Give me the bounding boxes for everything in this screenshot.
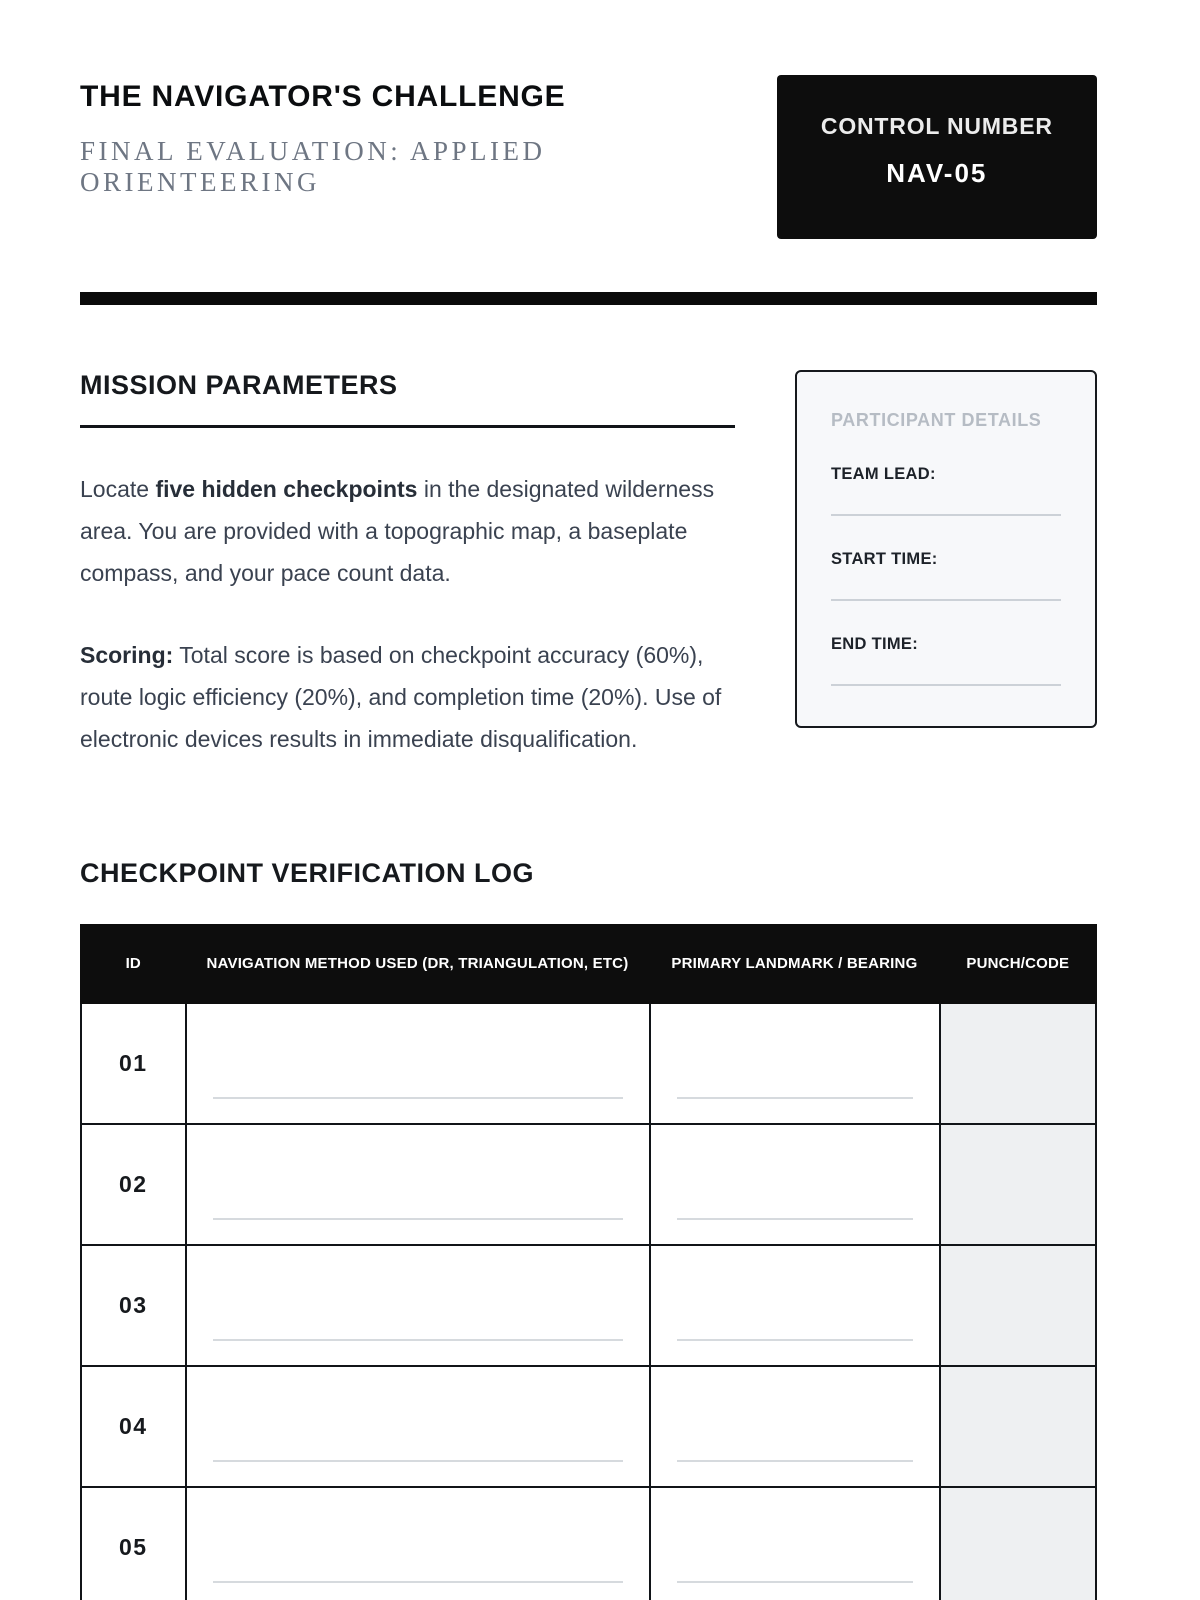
row-id-cell bbox=[81, 1003, 186, 1124]
punch-code-cell[interactable] bbox=[940, 1003, 1096, 1124]
landmark-cell bbox=[650, 1366, 939, 1487]
punch-code-cell[interactable] bbox=[940, 1124, 1096, 1245]
landmark-input-line[interactable] bbox=[677, 1200, 912, 1220]
punch-code-cell[interactable] bbox=[940, 1245, 1096, 1366]
participant-field bbox=[831, 465, 1061, 516]
method-input-line[interactable] bbox=[213, 1200, 624, 1220]
method-cell bbox=[186, 1245, 651, 1366]
table-header bbox=[81, 925, 1096, 1002]
row-id: 01 bbox=[118, 1049, 148, 1076]
page-title: THE NAVIGATOR'S CHALLENGE bbox=[80, 80, 566, 113]
method-cell bbox=[186, 1366, 651, 1487]
landmark-input-line[interactable] bbox=[677, 1563, 912, 1583]
participant-field bbox=[831, 635, 1061, 686]
mission-p2-bold: Scoring: bbox=[80, 642, 174, 669]
method-cell bbox=[186, 1003, 651, 1124]
mission-p1-prefix: Locate bbox=[80, 476, 156, 502]
landmark-cell bbox=[650, 1245, 939, 1366]
punch-code-cell[interactable] bbox=[940, 1487, 1096, 1600]
participant-fields bbox=[831, 465, 1061, 686]
participant-field-label: START TIME: bbox=[831, 550, 938, 568]
row-id: 03 bbox=[118, 1291, 148, 1318]
row-id-cell bbox=[81, 1124, 186, 1245]
participant-field-input-line[interactable] bbox=[831, 569, 1061, 601]
column-header-punch: PUNCH/CODE bbox=[940, 925, 1096, 1002]
participant-details-panel bbox=[795, 370, 1097, 728]
mission-p2-text: Total score is based on checkpoint accuracy (60%), route logic efficiency (20%), and completion time (20%). Use of electronic devices results in immediate disqualification. bbox=[80, 642, 722, 753]
participant-field bbox=[831, 550, 1061, 601]
mission-p1-suffix: in the designated wilderness area. You are provided with a topographic map, a baseplate compass, and your pace count data. bbox=[80, 476, 715, 587]
mission-p1-bold: five hidden checkpoints bbox=[155, 476, 418, 502]
method-cell bbox=[186, 1487, 651, 1600]
method-input-line[interactable] bbox=[213, 1321, 624, 1341]
mission-column bbox=[80, 370, 735, 760]
punch-code-cell[interactable] bbox=[940, 1366, 1096, 1487]
control-number-value: NAV-05 bbox=[886, 158, 988, 188]
participant-field-input-line[interactable] bbox=[831, 654, 1061, 686]
checkpoint-table bbox=[80, 924, 1097, 1600]
landmark-cell bbox=[650, 1124, 939, 1245]
landmark-cell bbox=[650, 1003, 939, 1124]
column-header-landmark: PRIMARY LANDMARK / BEARING bbox=[650, 925, 939, 1002]
column-header-id: ID bbox=[81, 925, 186, 1002]
participant-field-label: END TIME: bbox=[831, 635, 919, 653]
mission-paragraph-1 bbox=[80, 468, 735, 594]
control-number-box bbox=[777, 75, 1097, 239]
table-row bbox=[81, 1003, 1096, 1124]
row-id-cell bbox=[81, 1366, 186, 1487]
method-cell bbox=[186, 1124, 651, 1245]
participant-field-label: TEAM LEAD: bbox=[831, 465, 936, 483]
column-header-method: NAVIGATION METHOD USED (DR, TRIANGULATION, ETC) bbox=[186, 925, 651, 1002]
mission-heading: MISSION PARAMETERS bbox=[80, 370, 735, 428]
divider-bar bbox=[80, 292, 1097, 305]
mission-section bbox=[80, 370, 1097, 760]
participant-field-input-line[interactable] bbox=[831, 484, 1061, 516]
table-row bbox=[81, 1124, 1096, 1245]
header bbox=[80, 75, 1097, 239]
row-id: 02 bbox=[118, 1170, 148, 1197]
table-row bbox=[81, 1366, 1096, 1487]
log-heading: CHECKPOINT VERIFICATION LOG bbox=[80, 858, 535, 889]
mission-paragraph-2 bbox=[80, 634, 735, 760]
page-subtitle: FINAL EVALUATION: APPLIED ORIENTEERING bbox=[80, 136, 546, 197]
landmark-input-line[interactable] bbox=[677, 1442, 912, 1462]
control-number-label: CONTROL NUMBER bbox=[820, 113, 1053, 139]
landmark-input-line[interactable] bbox=[677, 1079, 912, 1099]
landmark-cell bbox=[650, 1487, 939, 1600]
landmark-input-line[interactable] bbox=[677, 1321, 912, 1341]
participant-details-heading: PARTICIPANT DETAILS bbox=[831, 410, 1042, 430]
table-row bbox=[81, 1487, 1096, 1600]
table-row bbox=[81, 1245, 1096, 1366]
row-id-cell bbox=[81, 1245, 186, 1366]
row-id-cell bbox=[81, 1487, 186, 1600]
method-input-line[interactable] bbox=[213, 1079, 624, 1099]
method-input-line[interactable] bbox=[213, 1442, 624, 1462]
row-id: 05 bbox=[118, 1533, 148, 1560]
method-input-line[interactable] bbox=[213, 1563, 624, 1583]
row-id: 04 bbox=[118, 1412, 148, 1439]
title-block bbox=[80, 75, 777, 198]
